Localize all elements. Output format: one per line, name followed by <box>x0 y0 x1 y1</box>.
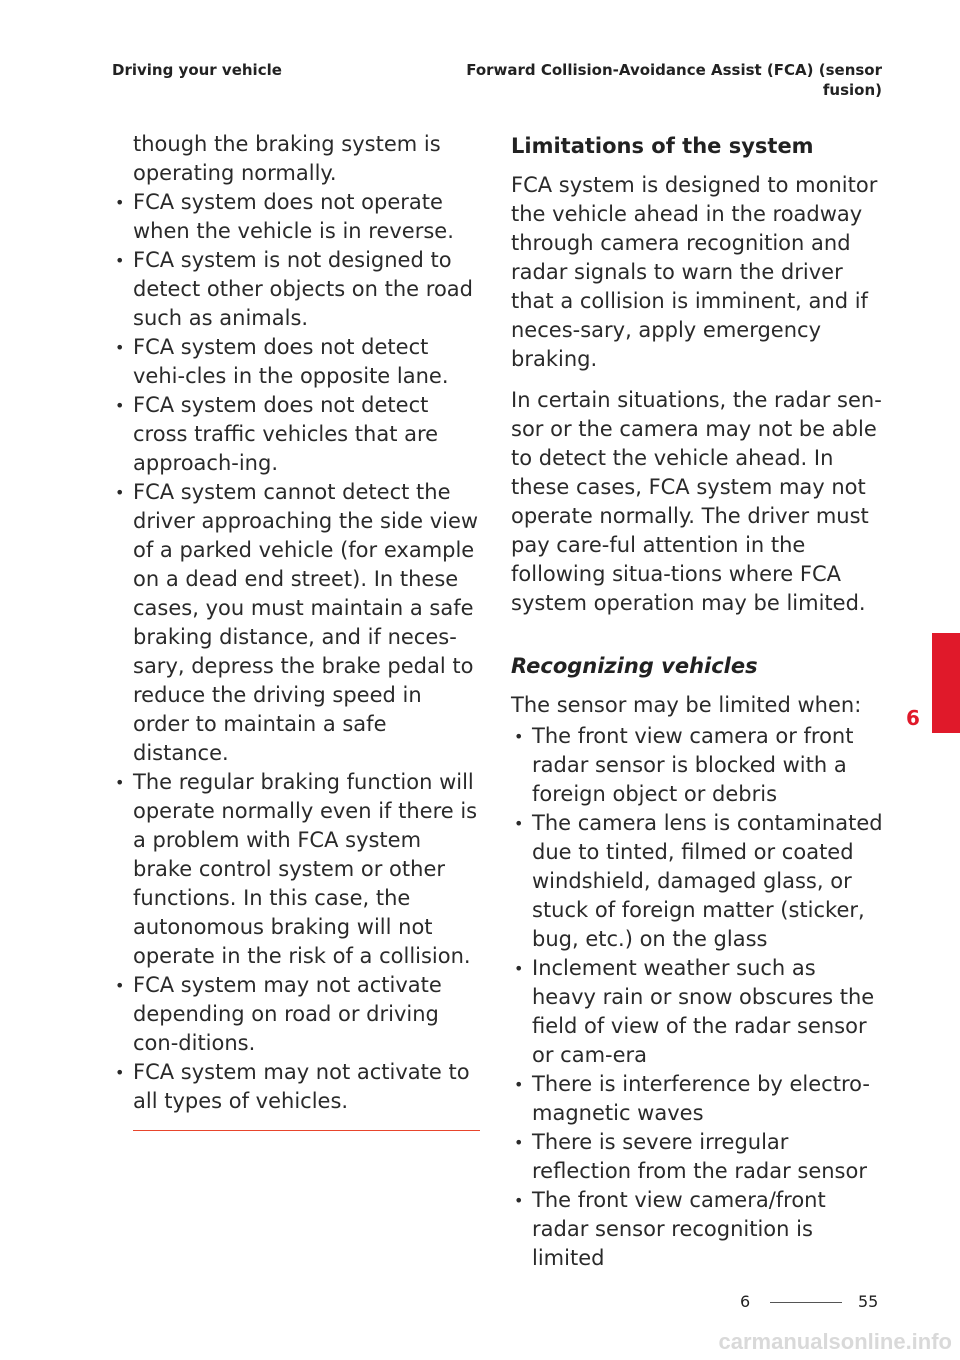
list-item: • Inclement weather such as heavy rain or snow obscures the field of view of the radar sensor or cam-era <box>511 954 883 1070</box>
list-item: • FCA system does not detect vehi-cles in the opposite lane. <box>112 333 482 391</box>
subsection-heading: Recognizing vehicles <box>511 654 758 678</box>
left-bullet-list <box>112 188 482 1116</box>
left-column <box>112 130 482 1131</box>
paragraph: In certain situations, the radar sen-sor or the camera may not be able to detect the vehicle ahead. In these cases, FCA system may not operate normally. The driver must pay care-ful attention in the following situa-tions where FCA system operation may be limited. <box>511 388 882 615</box>
list-item: • The regular braking function will operate normally even if there is a problem with FCA system brake control system or other functions. In this case, the autonomous braking will not operate in the risk of a collision. <box>112 768 482 971</box>
section-heading: Limitations of the system <box>511 134 814 158</box>
list-item: • The front view camera or front radar sensor is blocked with a foreign object or debris <box>511 722 883 809</box>
list-item: • FCA system does not operate when the vehicle is in reverse. <box>112 188 482 246</box>
list-item: • The front view camera/front radar sensor recognition is limited <box>511 1186 883 1273</box>
list-intro: The sensor may be limited when: <box>511 693 862 717</box>
list-item: • FCA system is not designed to detect other objects on the road such as animals. <box>112 246 482 333</box>
section-end-divider <box>133 1130 480 1131</box>
header-section-title: Driving your vehicle <box>112 61 282 79</box>
footer-page-number: 55 <box>858 1292 879 1311</box>
list-item: • The camera lens is contaminated due to tinted, filmed or coated windshield, damaged glass, or stuck of foreign matter (sticker, bug, etc.) on the glass <box>511 809 883 954</box>
list-item: • FCA system may not activate to all types of vehicles. <box>112 1058 482 1116</box>
list-item: • There is severe irregular reflection from the radar sensor <box>511 1128 883 1186</box>
header-topic-title: Forward Collision-Avoidance Assist (FCA) (sensor fusion) <box>466 61 882 99</box>
chapter-tab <box>932 633 960 733</box>
continued-text: though the braking system is operating normally. <box>133 132 441 185</box>
right-bullet-list <box>511 722 883 1273</box>
watermark: carmanualsonline.info <box>718 1329 952 1354</box>
footer-chapter-number: 6 <box>740 1292 751 1311</box>
chapter-tab-number: 6 <box>906 706 920 730</box>
footer-divider <box>770 1302 842 1303</box>
paragraph: FCA system is designed to monitor the vehicle ahead in the roadway through camera recognition and radar signals to warn the driver that a collision is imminent, and if neces-sary, apply emergency braking. <box>511 173 878 371</box>
right-column <box>511 130 883 1273</box>
list-item: • FCA system does not detect cross traffic vehicles that are approach-ing. <box>112 391 482 478</box>
list-item: • FCA system may not activate depending on road or driving con-ditions. <box>112 971 482 1058</box>
list-item: • There is interference by electro-magnetic waves <box>511 1070 883 1128</box>
list-item: • FCA system cannot detect the driver approaching the side view of a parked vehicle (for example on a dead end street). In these cases, you must maintain a safe braking distance, and if neces-sary, depress the brake pedal to reduce the driving speed in order to maintain a safe distance. <box>112 478 482 768</box>
